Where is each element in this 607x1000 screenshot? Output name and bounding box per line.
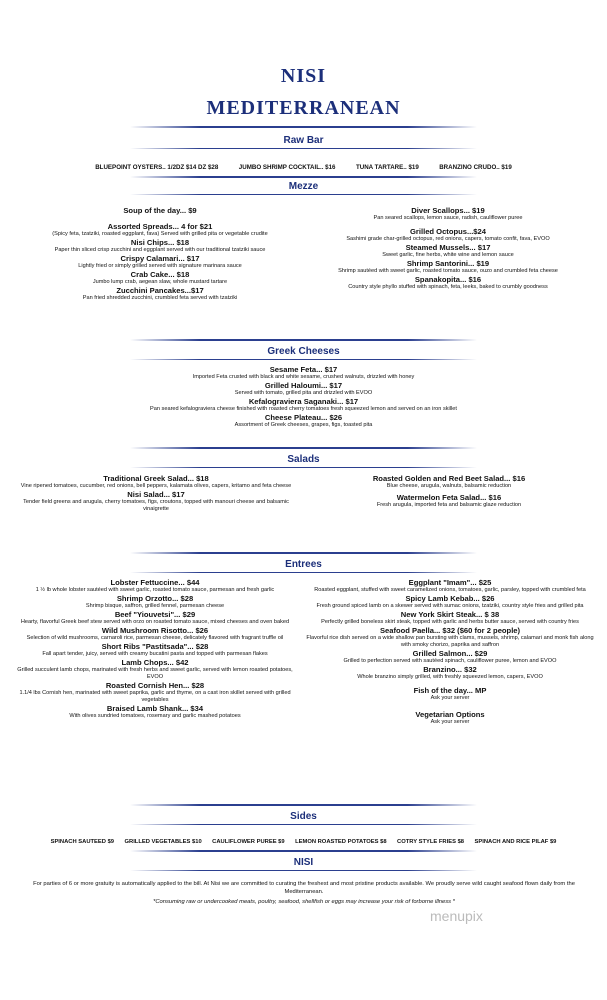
menu-item-desc: Pan seared kefalograviera cheese finished with roasted cherry tomatoes fresh squeezed lemon and served on an iron skillet — [150, 406, 457, 412]
footer-heading: NISI — [293, 857, 314, 868]
menu-item-name: Lamb Chops... $42 — [121, 658, 189, 667]
menu-item-desc: Vine ripened tomatoes, cucumber, red onions, bell peppers, kalamata olives, capers, kritamo and feta cheese — [20, 483, 292, 489]
menu-item-desc: Hearty, flavorful Greek beef stew served with orzo on roasted tomato sauce, mixed cheeses and oven baked — [20, 619, 290, 625]
divider — [130, 148, 477, 149]
menu-item-name: Fish of the day... MP — [413, 686, 487, 695]
divider — [130, 194, 477, 195]
side-item: CAULIFLOWER PUREE $9 — [212, 839, 285, 845]
menu-item-name: Short Ribs "Pastitsada"... $28 — [101, 642, 209, 651]
menu-item-name: New York Skirt Steak... $ 38 — [400, 610, 500, 619]
divider — [130, 824, 477, 825]
side-item: SPINACH SAUTEED $9 — [50, 839, 115, 845]
menu-item-desc: Fresh arugula, imported feta and balsamic glaze reduction — [376, 502, 522, 508]
menu-item-name: Kefalograviera Saganaki... $17 — [248, 397, 359, 406]
menu-item-desc: Shrimp sautéed with sweet garlic, roasted tomato sauce, ouzo and crumbled feta cheese — [338, 268, 558, 274]
menu-item-name: Traditional Greek Salad... $18 — [103, 474, 209, 483]
menu-item-name: Shrimp Santorini... $19 — [406, 259, 490, 268]
menu-item-desc: Flavorful rice dish served on a wide shallow pan bursting with clams, mussels, shrimp, calamari and monk fish along with smoky chorizo, paprika and saffron — [306, 635, 594, 648]
menu-item-name: Vegetarian Options — [415, 710, 485, 719]
menu-item-name: Seafood Paella... $32 ($60 for 2 people) — [379, 626, 521, 635]
menu-item-name: Beef "Yiouvetsi"... $29 — [114, 610, 196, 619]
menu-item-desc: 1 ½ lb whole lobster sautéed with sweet garlic, roasted tomato sauce, parmesan and fresh garlic — [35, 587, 275, 593]
divider — [130, 804, 477, 806]
menu-item-desc: Blue cheese, arugula, walnuts, balsamic reduction — [386, 483, 512, 489]
divider — [130, 572, 477, 573]
watermark: menupix — [430, 908, 483, 924]
footer-note: For parties of 6 or more gratuity is automatically applied to the bill. At Nisi we are committed to curating the freshest and most pristine products available. We proudly serve wild caught seafood flown daily from the Mediterranean. — [33, 881, 575, 895]
side-item: SPINACH AND RICE PILAF $9 — [474, 839, 557, 845]
divider — [130, 552, 477, 554]
menu-item-desc: Grilled to perfection served with sautéed spinach, cauliflower puree, lemon and EVOO — [343, 658, 557, 664]
entrees-right-column — [306, 578, 594, 726]
menu-item-name: Branzino... $32 — [423, 665, 477, 674]
menu-item-desc: With olives sundried tomatoes, rosemary and garlic mashed potatoes — [69, 713, 241, 719]
menu-item-name: Shrimp Orzotto... $28 — [116, 594, 194, 603]
menu-item-name: Eggplant "Imam"... $25 — [408, 578, 492, 587]
menu-item-name: Nisi Chips... $18 — [130, 238, 190, 247]
menu-item-name: Spanakopita... $16 — [414, 275, 482, 284]
brand-title-line2: MEDITERRANEAN — [206, 97, 401, 119]
raw-bar-items — [0, 156, 607, 174]
menu-item-desc: Served with tomato, grilled pita and drizzled with EVOO — [234, 390, 373, 396]
mezze-left-column — [20, 206, 300, 302]
mezze-right-column — [302, 206, 594, 291]
menu-item-desc: Ask your server — [430, 695, 470, 701]
sides-heading: Sides — [290, 811, 317, 822]
menu-item-desc: Lightly fried or simply grilled served with signature marinara sauce — [78, 263, 242, 269]
menu-item-name: Zucchini Pancakes...$17 — [116, 286, 204, 295]
menu-item-desc: Pan seared scallops, lemon sauce, radish, cauliflower puree — [373, 215, 523, 221]
menu-item-name: Braised Lamb Shank... $34 — [106, 704, 204, 713]
menu-item-name: Roasted Golden and Red Beet Salad... $16 — [372, 474, 526, 483]
menu-item-name: Crispy Calamari... $17 — [120, 254, 200, 263]
brand-title-line1: NISI — [280, 65, 327, 87]
menu-item-desc: Fall apart tender, juicy, served with creamy bucatini pasta and topped with parmesan flakes — [42, 651, 268, 657]
salads-right-column — [306, 474, 592, 509]
divider — [130, 870, 477, 871]
raw-bar-item: BRANZINO CRUDO.. $19 — [439, 164, 512, 171]
menu-item-name: Soup of the day... $9 — [123, 206, 197, 215]
mezze-heading: Mezze — [288, 181, 319, 192]
menu-item-desc: 1.1/4 lbs Cornish hen, marinated with sweet paprika, garlic and thyme, on a cast iron skillet served with grilled vegetables — [19, 690, 291, 703]
menu-item-desc: Paper thin sliced crisp zucchini and eggplant served with our traditional tzatziki sauce — [54, 247, 266, 253]
divider — [130, 176, 477, 178]
menu-item-name: Grilled Octopus...$24 — [410, 227, 486, 236]
divider — [130, 359, 477, 360]
menu-item-name: Roasted Cornish Hen... $28 — [105, 681, 205, 690]
menu-item-desc: (Spicy feta, tzatziki, roasted eggplant, fava) Served with grilled pita or vegetable crudite — [52, 231, 268, 237]
menu-item-name: Grilled Haloumi... $17 — [264, 381, 343, 390]
salads-left-column — [20, 474, 292, 513]
menu-item-name: Crab Cake... $18 — [130, 270, 190, 279]
menu-item-desc: Country style phyllo stuffed with spinach, feta, leeks, baked to crumbly goodness — [348, 284, 548, 290]
menu-item-name: Lobster Fettuccine... $44 — [110, 578, 200, 587]
divider — [130, 850, 477, 852]
cheeses-column — [100, 365, 507, 429]
menu-item-desc: Ask your server — [430, 719, 470, 725]
side-item: LEMON ROASTED POTATOES $8 — [295, 839, 387, 845]
menu-item-name: Wild Mushroom Risotto... $26 — [101, 626, 209, 635]
side-item: COTRY STYLE FRIES $8 — [397, 839, 465, 845]
salads-heading: Salads — [287, 454, 320, 465]
side-item: GRILLED VEGETABLES $10 — [124, 839, 202, 845]
menu-item-desc: Imported Feta crusted with black and white sesame, crushed walnuts, drizzled with honey — [192, 374, 415, 380]
divider — [130, 447, 477, 449]
divider — [130, 339, 477, 341]
menu-item-name: Assorted Spreads... 4 for $21 — [107, 222, 213, 231]
cheeses-heading: Greek Cheeses — [267, 346, 340, 357]
menu-item-desc: Sweet garlic, fine herbs, white wine and lemon sauce — [382, 252, 514, 258]
footer-disclaimer: *Consuming raw or undercooked meats, poultry, seafood, shellfish or eggs may increase your risk of forborne illness * — [153, 899, 455, 905]
menu-item-desc: Grilled succulent lamb chops, marinated with fresh herbs and sweet garlic, served with lemon roasted potatoes, EVOO — [17, 667, 293, 680]
menu-item-desc: Whole branzino simply grilled, with freshly squeezed lemon, capers, EVOO — [357, 674, 543, 680]
menu-item-name: Sesame Feta... $17 — [269, 365, 338, 374]
menu-item-name: Steamed Mussels... $17 — [405, 243, 491, 252]
menu-item-desc: Sashimi grade char-grilled octopus, red onions, capers, tomato confit, fava, EVOO — [346, 236, 550, 242]
raw-bar-item: JUMBO SHRIMP COCKTAIL.. $16 — [238, 164, 336, 171]
menu-item-name: Grilled Salmon... $29 — [412, 649, 488, 658]
raw-bar-item: BLUEPOINT OYSTERS.. 1/2DZ $14 DZ $28 — [95, 164, 219, 171]
sides-items — [0, 830, 607, 848]
menu-item-name: Diver Scallops... $19 — [411, 206, 485, 215]
menu-item-desc: Roasted eggplant, stuffed with sweet caramelized onions, tomatoes, garlic, parsley, topped with crumbled feta — [314, 587, 586, 593]
raw-bar-item: TUNA TARTARE.. $19 — [355, 164, 419, 171]
menu-item-name: Cheese Plateau... $26 — [264, 413, 343, 422]
raw-bar-heading: Raw Bar — [283, 135, 324, 146]
menu-item-desc: Selection of wild mushrooms, carnaroli rice, parmesan cheese, delicately flavored with fragrant truffle oil — [26, 635, 284, 641]
menu-item-name: Watermelon Feta Salad... $16 — [396, 493, 502, 502]
menu-item-name: Nisi Salad... $17 — [127, 490, 185, 499]
divider — [130, 126, 477, 128]
menu-item-desc: Fresh ground spiced lamb on a skewer served with sumac onions, tzatziki, country style fries and grilled pita — [316, 603, 584, 609]
entrees-left-column — [14, 578, 296, 720]
divider — [130, 467, 477, 468]
menu-item-desc: Jumbo lump crab, aegean slaw, whole mustard tartare — [92, 279, 228, 285]
entrees-heading: Entrees — [285, 559, 322, 570]
menu-item-desc: Tender field greens and arugula, cherry tomatoes, figs, croutons, topped with manouri cheese and balsamic vinaigrette — [23, 499, 289, 512]
menu-item-name: Spicy Lamb Kebab... $26 — [405, 594, 495, 603]
menu-item-desc: Shrimp bisque, saffron, grilled fennel, parmesan cheese — [85, 603, 225, 609]
menu-item-desc: Perfectly grilled boneless skirt steak, topped with garlic and herbs butter sauce, served with country fries — [321, 619, 579, 625]
menu-item-desc: Assortment of Greek cheeses, grapes, figs, toasted pita — [234, 422, 373, 428]
menu-item-desc: Pan fried shredded zucchini, crumbled feta served with tzatziki — [82, 295, 238, 301]
